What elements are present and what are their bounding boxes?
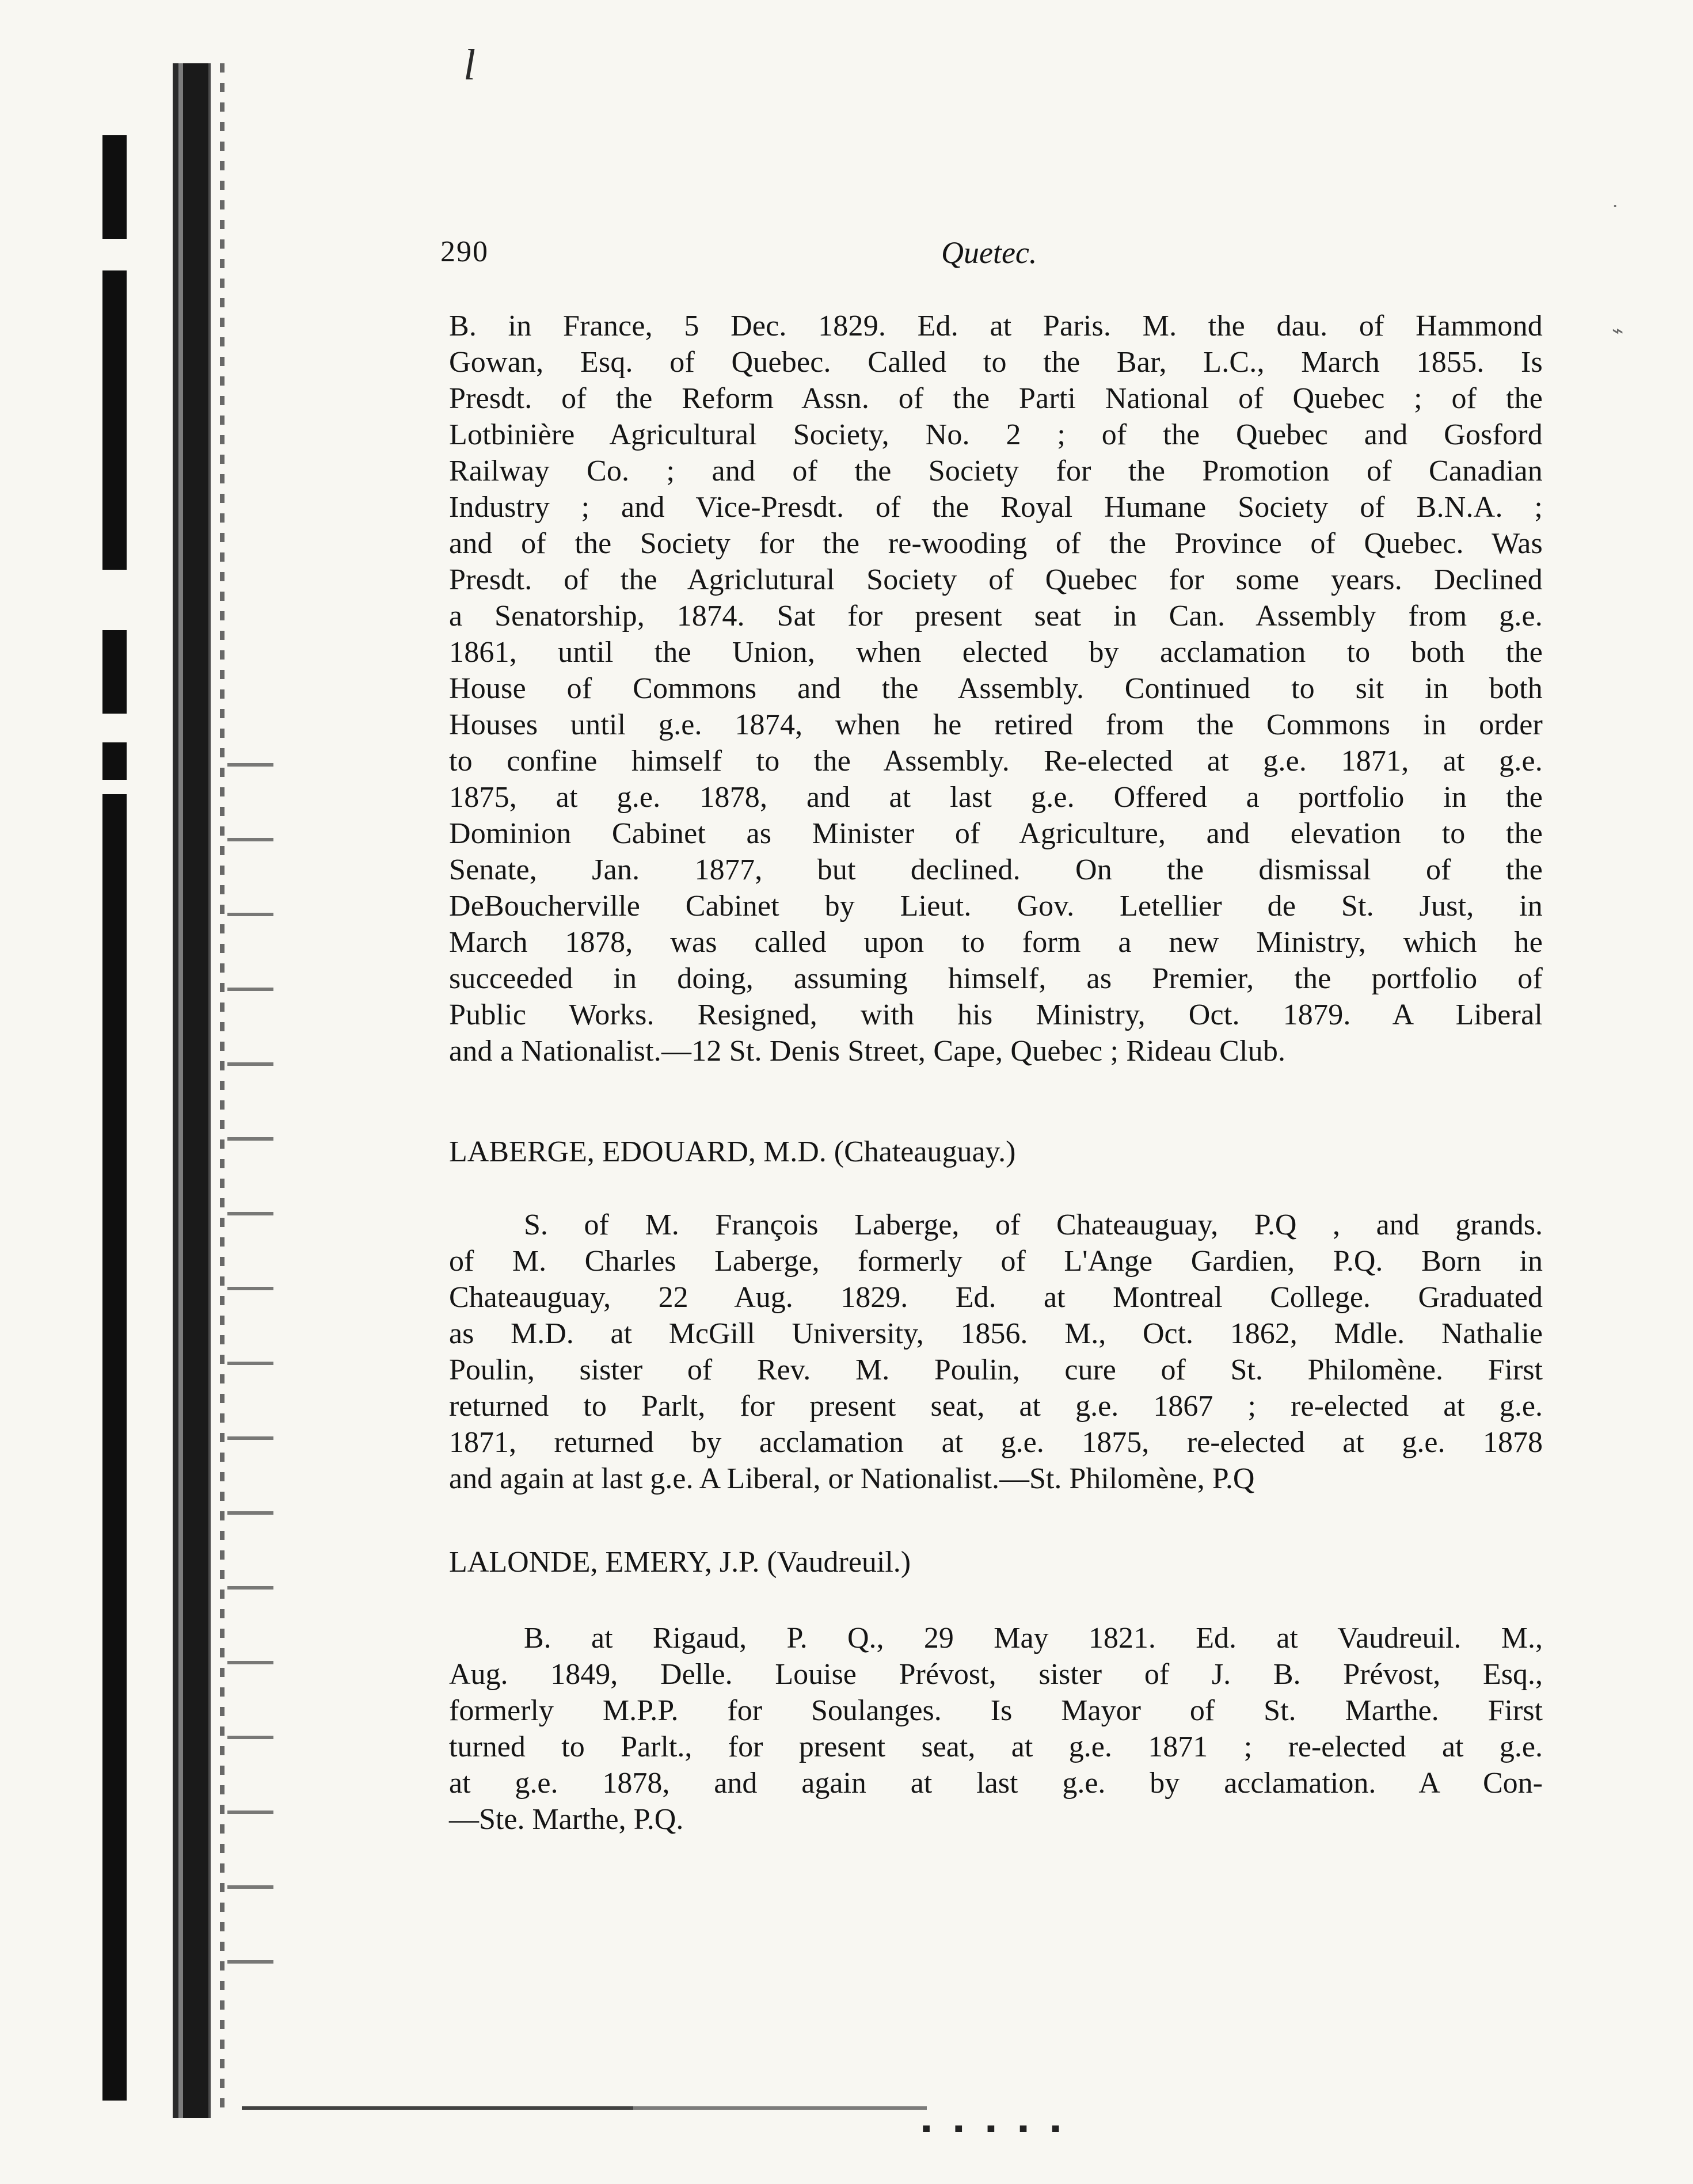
text-line: Chateauguay, 22 Aug. 1829. Ed. at Montreal College. Graduated <box>449 1281 1543 1314</box>
text-line: formerly M.P.P. for Soulanges. Is Mayor of St. Marthe. First <box>449 1694 1543 1727</box>
page-edge-marks <box>220 63 225 2118</box>
text-line: Railway Co. ; and of the Society for the Promotion of Canadian <box>449 455 1543 487</box>
entry-continuation <box>449 308 1543 1069</box>
text-line: and again at last g.e. A Liberal, or Nationalist.—St. Philomène, P.Q <box>449 1462 1255 1495</box>
page-number: 290 <box>440 235 489 268</box>
text-line: Lotbinière Agricultural Society, No. 2 ; of the Quebec and Gosford <box>449 418 1543 451</box>
text-line: of M. Charles Laberge, formerly of L'Ange Gardien, P.Q. Born in <box>449 1245 1543 1278</box>
text-line: 1875, at g.e. 1878, and at last g.e. Offered a portfolio in the <box>449 781 1543 814</box>
page-header <box>440 235 1563 281</box>
black-edge-stripe <box>102 270 127 570</box>
text-line: as M.D. at McGill University, 1856. M., Oct. 1862, Mdle. Nathalie <box>449 1317 1543 1350</box>
text-line: House of Commons and the Assembly. Continued to sit in both <box>449 672 1543 705</box>
text-line: Poulin, sister of Rev. M. Poulin, cure of St. Philomène. First <box>449 1354 1543 1386</box>
margin-speckles <box>227 714 273 1980</box>
entry-laberge-body <box>449 1207 1543 1497</box>
text-line: B. at Rigaud, P. Q., 29 May 1821. Ed. at Vaudreuil. M., <box>524 1622 1543 1655</box>
black-edge-stripe <box>102 794 127 2101</box>
bottom-dots: ▪ ▪ ▪ ▪ ▪ <box>921 2118 1067 2138</box>
text-line: 1871, returned by acclamation at g.e. 1875, re-elected at g.e. 1878 <box>449 1426 1543 1459</box>
book-spine-shadow <box>173 63 211 2118</box>
text-line: a Senatorship, 1874. Sat for present seat in Can. Assembly from g.e. <box>449 600 1543 632</box>
black-edge-stripe <box>102 742 127 780</box>
text-line: Industry ; and Vice-Presdt. of the Royal Humane Society of B.N.A. ; <box>449 491 1543 524</box>
right-margin-mark: ⌁ <box>1612 321 1624 342</box>
text-line: at g.e. 1878, and again at last g.e. by acclamation. A Con- <box>449 1767 1543 1800</box>
top-pen-mark: l <box>463 41 476 89</box>
text-line: Dominion Cabinet as Minister of Agriculture, and elevation to the <box>449 817 1543 850</box>
entry-lalonde-body <box>449 1620 1543 1838</box>
text-line: turned to Parlt., for present seat, at g.e. 1871 ; re-elected at g.e. <box>449 1731 1543 1763</box>
entry-heading-laberge: LABERGE, EDOUARD, M.D. (Chateauguay.) <box>449 1135 1016 1168</box>
text-line: returned to Parlt, for present seat, at g.e. 1867 ; re-elected at g.e. <box>449 1390 1543 1423</box>
text-line: Gowan, Esq. of Quebec. Called to the Bar, L.C., March 1855. Is <box>449 346 1543 379</box>
text-line: to confine himself to the Assembly. Re-elected at g.e. 1871, at g.e. <box>449 745 1543 777</box>
running-head: Quetec. <box>941 235 1037 270</box>
text-line: Public Works. Resigned, with his Ministry, Oct. 1879. A Liberal <box>449 998 1543 1031</box>
text-line: DeBoucherville Cabinet by Lieut. Gov. Letellier de St. Just, in <box>449 890 1543 923</box>
right-margin-mark: · <box>1612 196 1619 217</box>
entry-heading-lalonde: LALONDE, EMERY, J.P. (Vaudreuil.) <box>449 1546 911 1579</box>
black-edge-stripe <box>102 630 127 714</box>
black-edge-stripe <box>102 135 127 239</box>
text-line: succeeded in doing, assuming himself, as Premier, the portfolio of <box>449 962 1543 995</box>
text-line: Aug. 1849, Delle. Louise Prévost, sister of J. B. Prévost, Esq., <box>449 1658 1543 1691</box>
text-line: Presdt. of the Reform Assn. of the Parti National of Quebec ; of the <box>449 382 1543 415</box>
text-line: —Ste. Marthe, P.Q. <box>449 1803 684 1836</box>
text-line: 1861, until the Union, when elected by acclamation to both the <box>449 636 1543 669</box>
text-line: and of the Society for the re-wooding of the Province of Quebec. Was <box>449 527 1543 560</box>
text-line: March 1878, was called upon to form a new Ministry, which he <box>449 926 1543 959</box>
text-line: S. of M. François Laberge, of Chateauguay, P.Q , and grands. <box>524 1209 1543 1241</box>
text-line: and a Nationalist.—12 St. Denis Street, Cape, Quebec ; Rideau Club. <box>449 1035 1286 1068</box>
text-line: Presdt. of the Agriclutural Society of Quebec for some years. Declined <box>449 563 1543 596</box>
text-line: B. in France, 5 Dec. 1829. Ed. at Paris. M. the dau. of Hammond <box>449 310 1543 342</box>
bottom-page-edge <box>242 2106 1220 2110</box>
text-line: Houses until g.e. 1874, when he retired from the Commons in order <box>449 708 1543 741</box>
text-line: Senate, Jan. 1877, but declined. On the dismissal of the <box>449 853 1543 886</box>
